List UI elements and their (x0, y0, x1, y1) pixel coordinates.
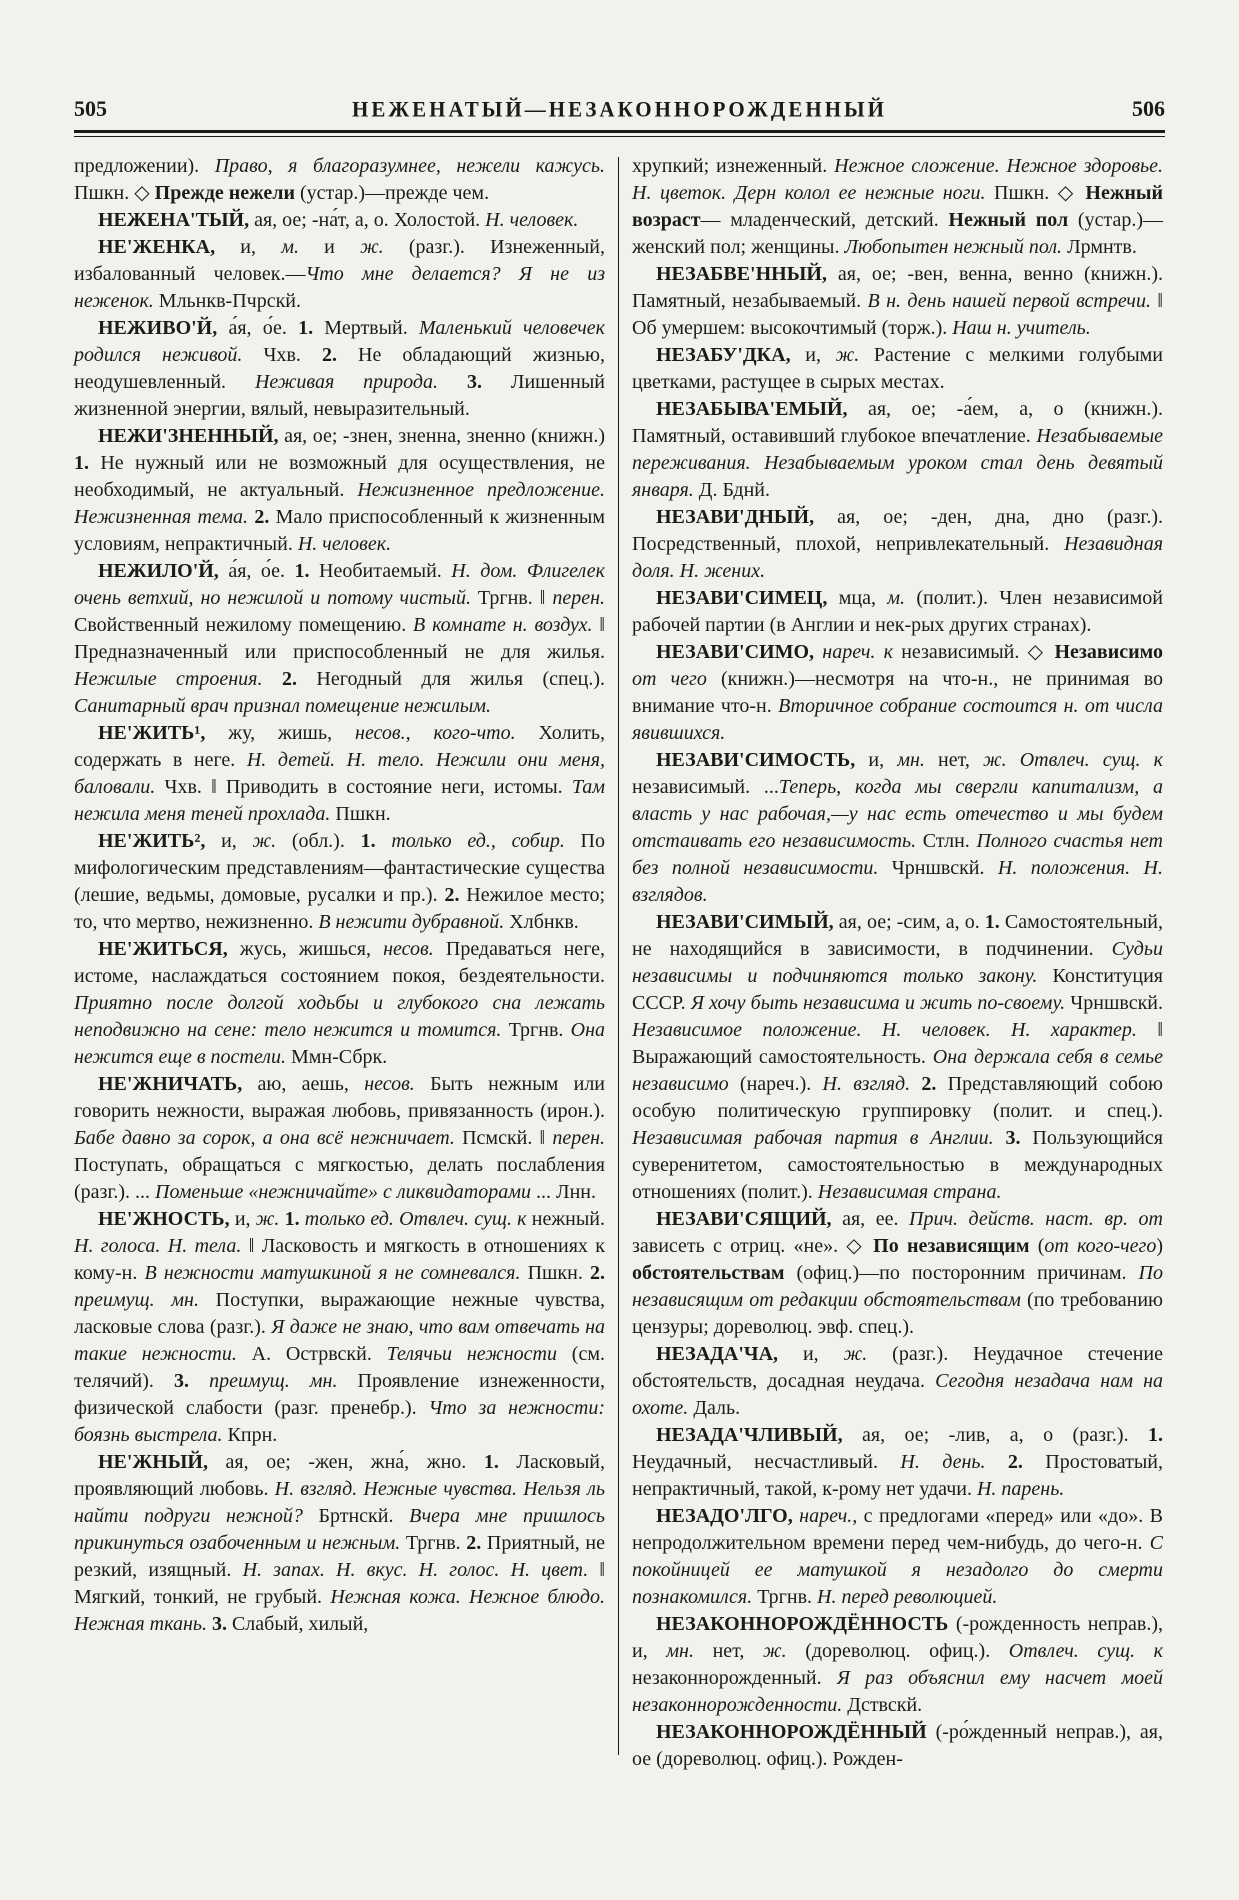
dictionary-entry: НЕ'ЖИТЬ², и, ж. (обл.). 1. только ед., собир. По мифологическим представлениям—фантастические существа (лешие, ведьмы, домовые, русалки и пр.). 2. Нежилое место; то, что мертво, нежизненно. В нежити дубравной. Хлбнкв. (74, 830, 605, 933)
dictionary-entry: НЕЗАВИ'СИМОСТЬ, и, мн. нет, ж. Отвлеч. сущ. к независимый. ...Теперь, когда мы свергли капитализм, а власть у нас рабочая,—у нас есть отечество и мы будем отстаивать его независимость. Стлн. Полного счастья нет без полной независимости. Чрншвскй. Н. положения. Н. взглядов. (632, 749, 1164, 906)
dictionary-entry: НЕЗАВИ'СЯЩИЙ, ая, ее. Прич. действ. наст. вр. от зависеть с отриц. «не». ◇ По независящим (от кого-чего) обстоятельствам (офиц.)—по посторонним причинам. По независящим от редакции обстоятельствам (по требованию цензуры; дореволюц. эвф. спец.). (632, 1208, 1164, 1338)
dictionary-entry: НЕ'ЖНЫЙ, ая, ое; -жен, жна́, жно. 1. Ласковый, проявляющий любовь. Н. взгляд. Нежные чувства. Нельзя ль найти подруги нежной? Бртнскй. Вчера мне пришлось прикинуться озабоченным и нежным. Тргнв. 2. Приятный, не резкий, изящный. Н. запах. Н. вкус. Н. голос. Н. цвет. ‖ Мягкий, тонкий, не грубый. Нежная кожа. Нежное блюдо. Нежная ткань. 3. Слабый, хилый, (74, 1451, 605, 1635)
text-columns (74, 153, 1165, 1773)
running-header (74, 96, 1165, 122)
entry-continuation: хрупкий; изнеженный. Нежное сложение. Нежное здоровье. Н. цветок. Дерн колол ее нежные ноги. Пшкн. ◇ Нежный возраст— младенческий, детский. Нежный пол (устар.)— женский пол; женщины. Любопытен нежный пол. Лрмнтв. (632, 155, 1164, 258)
dictionary-entry: НЕЖЕНА'ТЫЙ, ая, ое; -на́т, а, о. Холостой. Н. человек. (98, 209, 579, 231)
dictionary-entry: НЕЗАВИ'СИМЕЦ, мца, м. (полит.). Член независимой рабочей партии (в Англии и нек-рых других странах). (632, 587, 1163, 636)
column-right (632, 153, 1163, 1773)
running-head-title: НЕЖЕНАТЫЙ—НЕЗАКОННОРОЖДЕННЫЙ (352, 96, 887, 122)
dictionary-entry: НЕ'ЖНОСТЬ, и, ж. 1. только ед. Отвлеч. сущ. к нежный. Н. голоса. Н. тела. ‖ Ласковость и мягкость в отношениях к кому-н. В нежности матушкиной я не сомневался. Пшкн. 2. преимущ. мн. Поступки, выражающие нежные чувства, ласковые слова (разг.). Я даже не знаю, что вам отвечать на такие нежности. А. Острвскй. Телячьи нежности (см. телячий). 3. преимущ. мн. Проявление изнеженности, физической слабости (разг. пренебр.). Что за нежности: боязнь выстрела. Кпрн. (74, 1208, 606, 1446)
dictionary-entry: НЕ'ЖНИЧАТЬ, аю, аешь, несов. Быть нежным или говорить нежности, выражая любовь, привязанность (ирон.). Бабе давно за сорок, а она всё нежничает. Псмскй. ‖ перен. Поступать, обращаться с мягкостью, делать послабления (разг.). ... Поменьше «нежничайте» с ликвидаторами ... Лнн. (74, 1073, 605, 1203)
column-left (74, 153, 605, 1773)
dictionary-entry: НЕЗАВИ'ДНЫЙ, ая, ое; -ден, дна, дно (разг.). Посредственный, плохой, непривлекательный. Незавидная доля. Н. жених. (632, 506, 1163, 582)
dictionary-entry: НЕЗАКОННОРОЖДЁННОСТЬ (-рожденность неправ.), и, мн. нет, ж. (дореволюц. офиц.). Отвлеч. сущ. к незаконнорожденный. Я раз объяснил ему насчет моей незаконнорожденности. Дствскй. (632, 1613, 1163, 1716)
entry-continuation: предложении). Право, я благоразумнее, нежели кажусь. Пшкн. ◇ Прежде нежели (устар.)—прежде чем. (74, 155, 605, 204)
dictionary-entry: НЕЗАДА'ЧЛИВЫЙ, ая, ое; -лив, а, о (разг.). 1. Неудачный, несчастливый. Н. день. 2. Простоватый, непрактичный, такой, к-рому нет удачи. Н. парень. (632, 1424, 1164, 1500)
page-number-left: 505 (74, 96, 107, 121)
page-number-right: 506 (1131, 96, 1165, 121)
header-rule (74, 130, 1165, 137)
dictionary-entry: НЕЖИ'ЗНЕННЫЙ, ая, ое; -знен, зненна, зненно (книжн.) 1. Не нужный или не возможный для осуществления, не необходимый, не актуальный. Нежизненное предложение. Нежизненная тема. 2. Мало приспособленный к жизненным условиям, непрактичный. Н. человек. (74, 425, 605, 555)
dictionary-entry: НЕ'ЖЕНКА, и, м. и ж. (разг.). Изнеженный, избалованный человек.—Что мне делается? Я не из неженок. Мльнкв-Пчрскй. (74, 236, 606, 312)
dictionary-entry: НЕЗАБЫВА'ЕМЫЙ, ая, ое; -а́ем, а, о (книжн.). Памятный, оставивший глубокое впечатление. Незабываемые переживания. Незабываемым уроком стал день девятый января. Д. Бднй. (632, 398, 1163, 501)
dictionary-entry: НЕЖИВО'Й, а́я, о́е. 1. Мертвый. Маленький человечек родился неживой. Чхв. 2. Не обладающий жизнью, неодушевленный. Неживая природа. 3. Лишенный жизненной энергии, вялый, невыразительный. (74, 317, 606, 420)
dictionary-entry: НЕ'ЖИТЬСЯ, жусь, жишься, несов. Предаваться неге, истоме, наслаждаться состоянием покоя, бездеятельности. Приятно после долгой ходьбы и глубокого сна лежать неподвижно на сене: тело нежится и томится. Тргнв. Она нежится еще в постели. Ммн-Сбрк. (74, 938, 606, 1068)
dictionary-entry: НЕЗАВИ'СИМО, нареч. к независимый. ◇ Независимо от чего (книжн.)—несмотря на что-н., не принимая во внимание что-н. Вторичное собрание состоится н. от числа явившихся. (632, 641, 1164, 744)
dictionary-entry: НЕЗАБУ'ДКА, и, ж. Растение с мелкими голубыми цветками, растущее в сырых местах. (632, 344, 1164, 393)
dictionary-entry: НЕЗАДА'ЧА, и, ж. (разг.). Неудачное стечение обстоятельств, досадная неудача. Сегодня незадача нам на охоте. Даль. (632, 1343, 1163, 1419)
dictionary-entry: НЕЗАВИ'СИМЫЙ, ая, ое; -сим, а, о. 1. Самостоятельный, не находящийся в зависимости, в подчинении. Судьи независимы и подчиняются только закону. Конституция СССР. Я хочу быть независима и жить по-своему. Чрншвскй. Независимое положение. Н. человек. Н. характер. ‖ Выражающий самостоятельность. Она держала себя в семье независимо (нареч.). Н. взгляд. 2. Представляющий собою особую политическую группировку (полит. и спец.). Независимая рабочая партия в Англии. 3. Пользующийся суверенитетом, самостоятельностью в международных отношениях (полит.). Независимая страна. (632, 911, 1164, 1203)
dictionary-entry: НЕЗАДО'ЛГО, нареч., с предлогами «перед» или «до». В непродолжительном времени перед чем-нибудь, до чего-н. С покойницей ее матушкой я незадолго до смерти познакомился. Тргнв. Н. перед революцией. (632, 1505, 1164, 1608)
dictionary-entry: НЕЗАКОННОРОЖДЁННЫЙ (-ро́жденный неправ.), ая, ое (дореволюц. офиц.). Рожден- (632, 1721, 1163, 1770)
column-divider (618, 157, 619, 1755)
dictionary-entry: НЕЗАБВЕ'ННЫЙ, ая, ое; -вен, венна, венно (книжн.). Памятный, незабываемый. В н. день нашей первой встречи. ‖ Об умершем: высокочтимый (торж.). Наш н. учитель. (632, 263, 1163, 339)
dictionary-entry: НЕЖИЛО'Й, а́я, о́е. 1. Необитаемый. Н. дом. Флигелек очень ветхий, но нежилой и потому чистый. Тргнв. ‖ перен. Свойственный нежилому помещению. В комнате н. воздух. ‖ Предназначенный или приспособленный не для жилья. Нежилые строения. 2. Негодный для жилья (спец.). Санитарный врач признал помещение нежилым. (74, 560, 606, 717)
dictionary-entry: НЕ'ЖИТЬ¹, жу, жишь, несов., кого-что. Холить, содержать в неге. Н. детей. Н. тело. Нежили они меня, баловали. Чхв. ‖ Приводить в состояние неги, истомы. Там нежила меня теней прохлада. Пшкн. (74, 722, 605, 825)
